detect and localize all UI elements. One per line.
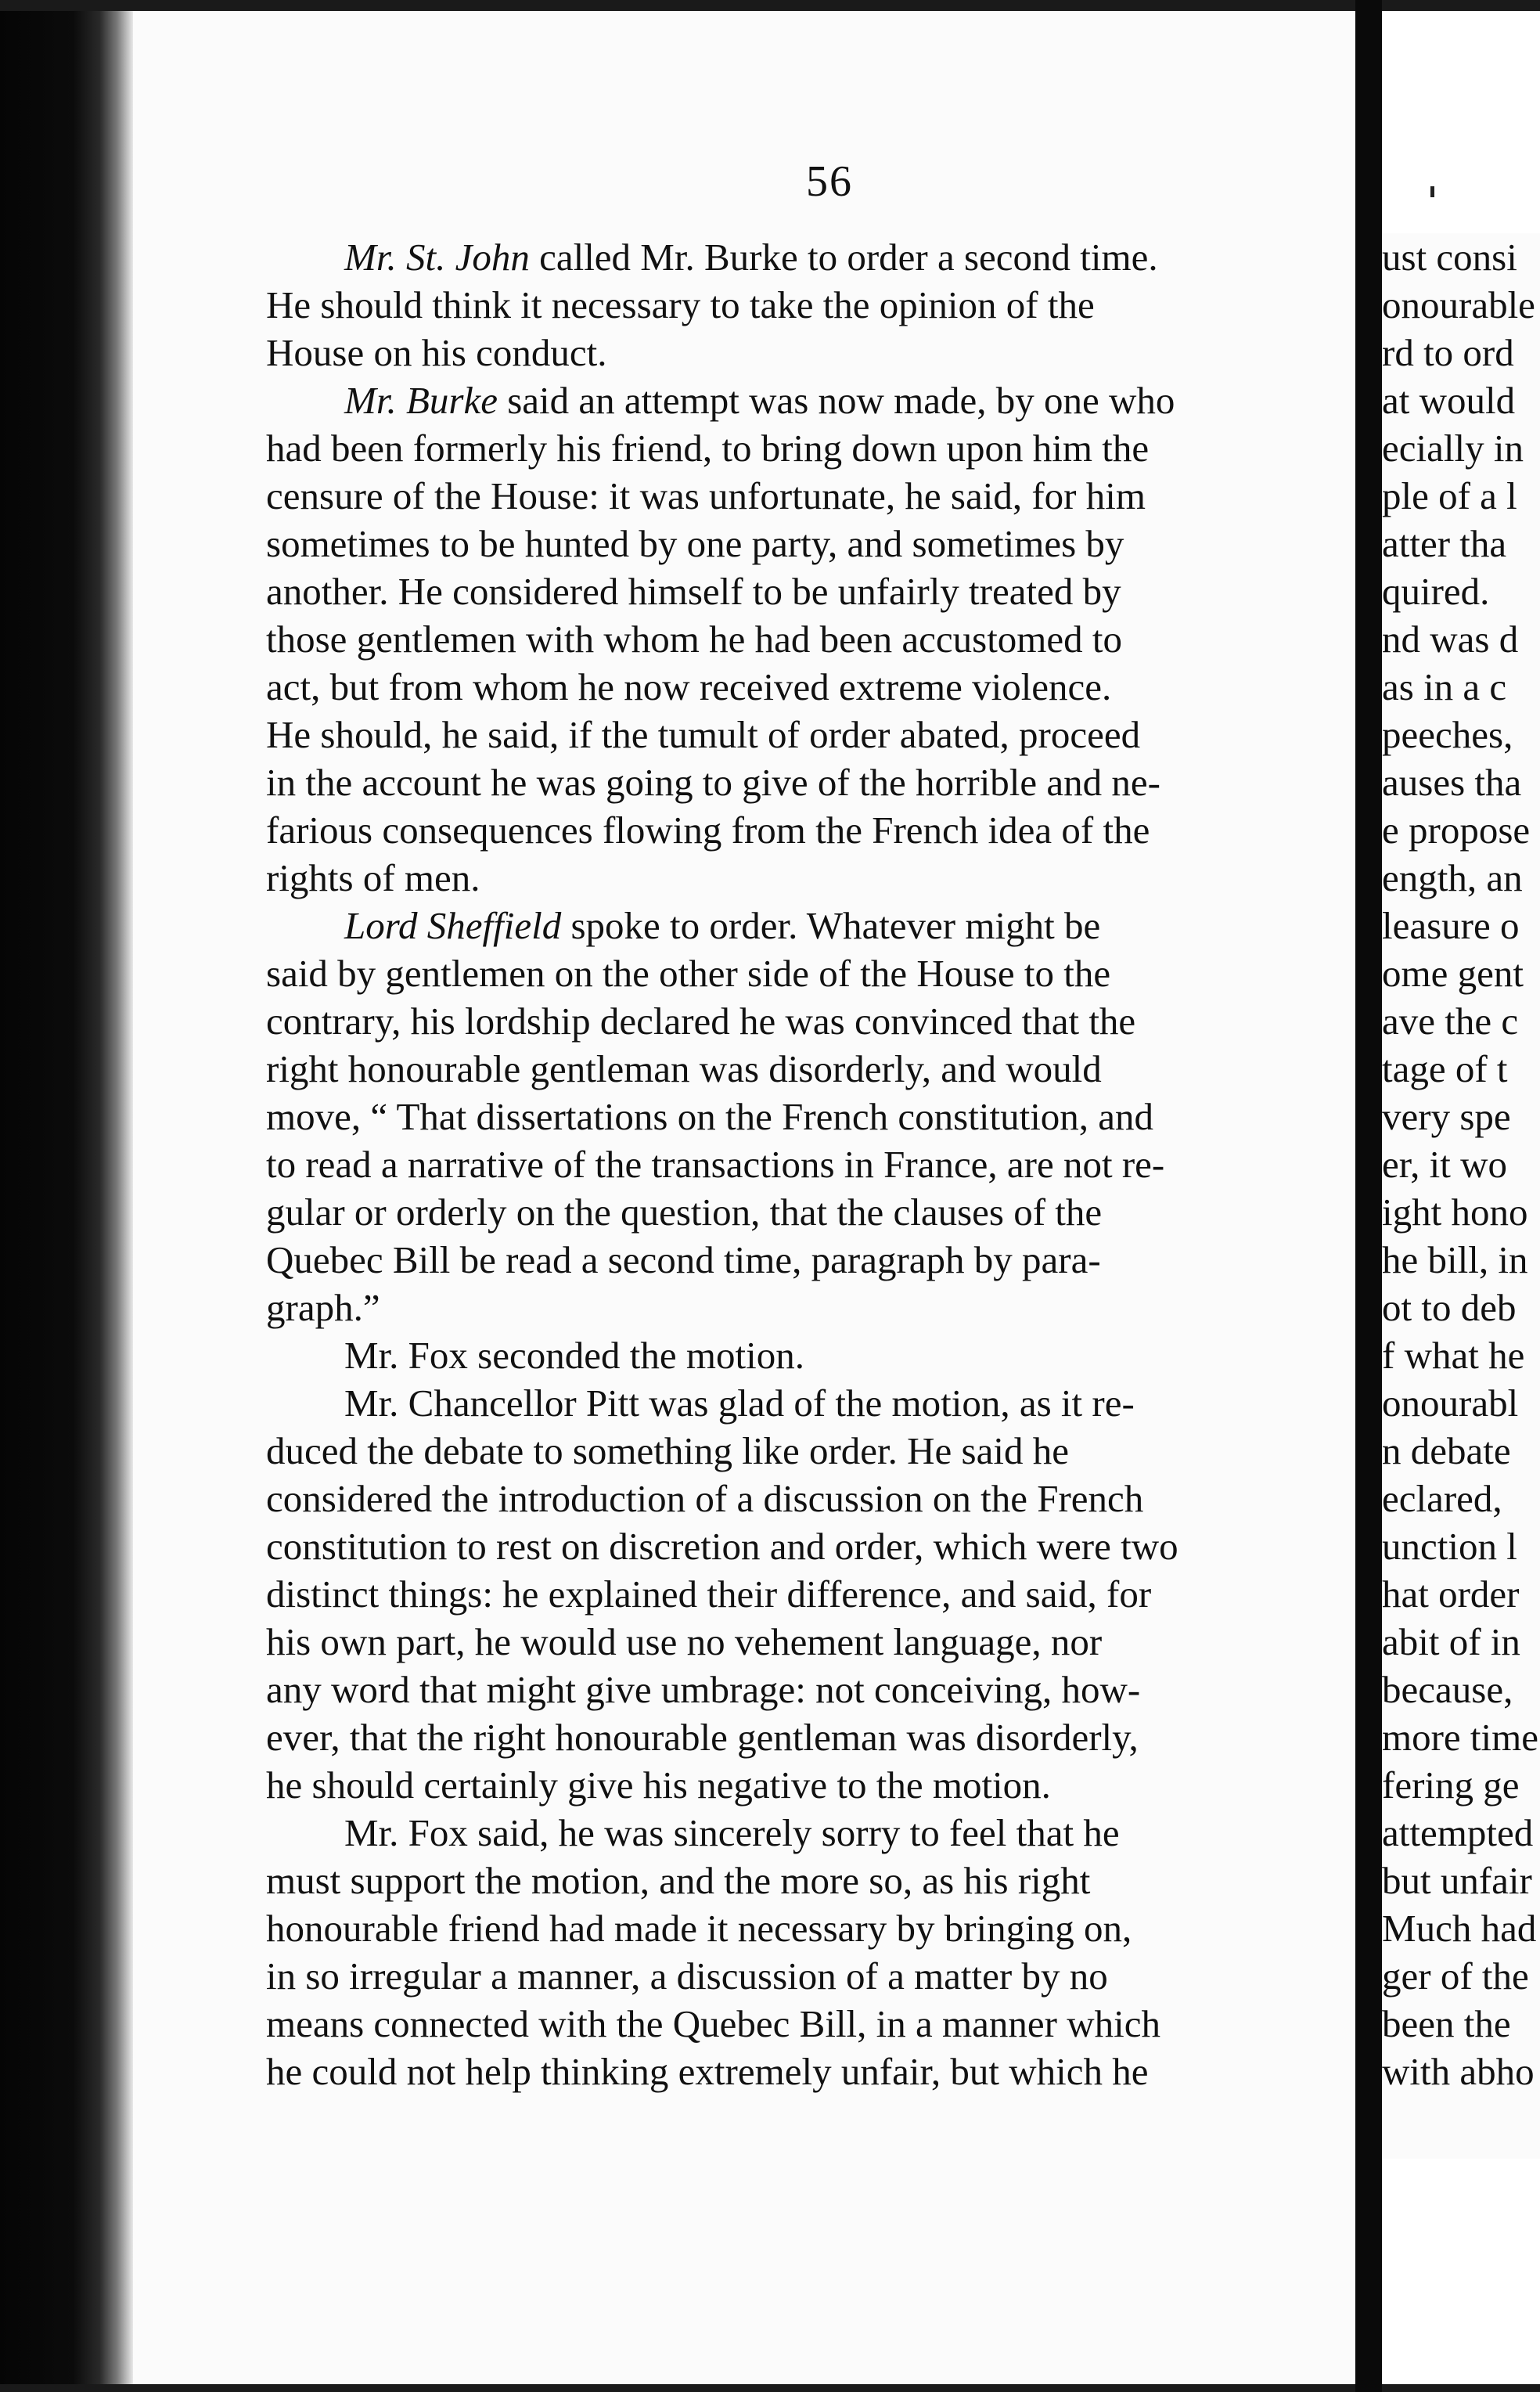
book-gutter: [1355, 0, 1382, 2392]
scan-top-edge: [0, 0, 1540, 11]
text-line: [266, 997, 1354, 1045]
facing-text-line: ust consi: [1382, 236, 1517, 279]
facing-text-line: tage of t: [1382, 1047, 1508, 1090]
text-line: [266, 376, 1354, 424]
line-text: must support the motion, and the more so, as his right: [266, 1859, 1091, 1902]
text-line: [266, 329, 1354, 376]
ink-mark: [1430, 186, 1434, 197]
text-line: [266, 1427, 1354, 1475]
line-text: called Mr. Burke to order a second time.: [529, 236, 1158, 279]
facing-text-line: he bill, in: [1382, 1238, 1528, 1281]
line-text: constitution to rest on discretion and order, which were two: [266, 1525, 1178, 1568]
line-text: graph.”: [266, 1286, 380, 1329]
facing-text-line: hat order: [1382, 1572, 1520, 1616]
body-text: [266, 233, 1354, 2095]
facing-text-line: ength, an: [1382, 856, 1523, 899]
line-text: move, “ That dissertations on the French constitution, and: [266, 1095, 1154, 1138]
line-text: those gentlemen with whom he had been accustomed to: [266, 618, 1123, 661]
text-line: [266, 424, 1354, 472]
facing-text-line: but unfair: [1382, 1859, 1532, 1902]
facing-text-line: attempted: [1382, 1811, 1534, 1854]
facing-text-line: ight hono: [1382, 1191, 1528, 1234]
line-text: any word that might give umbrage: not conceiving, how-: [266, 1668, 1141, 1711]
facing-text-line: very spe: [1382, 1095, 1511, 1138]
facing-page-text: [1382, 233, 1540, 2159]
text-line: [266, 1331, 1354, 1379]
line-text: Mr. Fox said, he was sincerely sorry to feel that he: [344, 1811, 1120, 1854]
line-text: sometimes to be hunted by one party, and sometimes by: [266, 522, 1124, 565]
facing-text-line: fering ge: [1382, 1763, 1520, 1807]
line-text: farious consequences flowing from the French idea of the: [266, 809, 1150, 852]
facing-text-line: ave the c: [1382, 1000, 1519, 1043]
text-line: [266, 711, 1354, 758]
speaker-name: Mr. St. John: [344, 236, 530, 279]
facing-text-line: leasure o: [1382, 904, 1520, 947]
text-line: [266, 1713, 1354, 1761]
facing-text-line: f what he: [1382, 1334, 1525, 1377]
facing-text-line: abit of in: [1382, 1620, 1520, 1663]
line-text: Quebec Bill be read a second time, paragraph by para-: [266, 1238, 1101, 1281]
facing-text-line: been the: [1382, 2002, 1511, 2045]
line-text: another. He considered himself to be unfairly treated by: [266, 570, 1121, 613]
text-line: [266, 2048, 1354, 2095]
text-line: [266, 615, 1354, 663]
text-line: [266, 806, 1354, 854]
line-text: distinct things: he explained their difference, and said, for: [266, 1572, 1152, 1616]
facing-text-line: atter tha: [1382, 522, 1507, 565]
text-line: [266, 1284, 1354, 1331]
facing-text-line: with abho: [1382, 2050, 1535, 2093]
scan-left-edge-shadow: [0, 0, 133, 2392]
facing-text-line: unction l: [1382, 1525, 1517, 1568]
facing-text-line: er, it wo: [1382, 1143, 1507, 1186]
text-line: [266, 663, 1354, 711]
text-line: [266, 520, 1354, 567]
text-line: [266, 949, 1354, 997]
line-text: He should think it necessary to take the opinion of the: [266, 283, 1095, 326]
line-text: rights of men.: [266, 856, 480, 899]
line-text: means connected with the Quebec Bill, in a manner which: [266, 2002, 1160, 2045]
facing-text-line: because,: [1382, 1668, 1513, 1711]
line-text: ever, that the right honourable gentleman was disorderly,: [266, 1716, 1139, 1759]
line-text: considered the introduction of a discussion on the French: [266, 1477, 1144, 1520]
text-line: [266, 854, 1354, 902]
text-line: [266, 472, 1354, 520]
text-line: [266, 1379, 1354, 1427]
text-line: [266, 1475, 1354, 1522]
facing-text-line: ot to deb: [1382, 1286, 1517, 1329]
facing-text-line: Much had: [1382, 1907, 1537, 1950]
text-line: [266, 1952, 1354, 2000]
facing-text-line: n debate: [1382, 1429, 1511, 1472]
page-number: 56: [806, 157, 853, 206]
line-text: duced the debate to something like order. He said he: [266, 1429, 1069, 1472]
facing-text-line: eclared,: [1382, 1477, 1502, 1520]
line-text: censure of the House: it was unfortunate, he said, for him: [266, 474, 1146, 517]
text-line: [266, 1666, 1354, 1713]
facing-text-line: e propose: [1382, 809, 1531, 852]
facing-text-line: at would: [1382, 379, 1516, 422]
line-text: right honourable gentleman was disorderly, and would: [266, 1047, 1102, 1090]
line-text: contrary, his lordship declared he was convinced that the: [266, 1000, 1136, 1043]
facing-text-line: auses tha: [1382, 761, 1522, 804]
text-line: [266, 1904, 1354, 1952]
facing-text-line: nd was d: [1382, 618, 1519, 661]
text-line: [266, 1093, 1354, 1140]
speaker-name: Mr. Burke: [344, 379, 498, 422]
text-line: [266, 1809, 1354, 1857]
line-text: honourable friend had made it necessary by bringing on,: [266, 1907, 1132, 1950]
line-text: Mr. Chancellor Pitt was glad of the motion, as it re-: [344, 1382, 1135, 1425]
facing-text-line: ple of a l: [1382, 474, 1517, 517]
text-line: [266, 567, 1354, 615]
line-text: in the account he was going to give of the horrible and ne-: [266, 761, 1160, 804]
line-text: said by gentlemen on the other side of the House to the: [266, 952, 1111, 995]
text-line: [266, 1522, 1354, 1570]
line-text: Mr. Fox seconded the motion.: [344, 1334, 804, 1377]
line-text: He should, he said, if the tumult of order abated, proceed: [266, 713, 1141, 756]
text-line: [266, 758, 1354, 806]
facing-text-line: onourable: [1382, 283, 1535, 326]
line-text: his own part, he would use no vehement language, nor: [266, 1620, 1103, 1663]
facing-text-line: peeches,: [1382, 713, 1513, 756]
line-text: said an attempt was now made, by one who: [497, 379, 1175, 422]
text-line: [266, 233, 1354, 281]
text-line: [266, 1236, 1354, 1284]
facing-text-line: rd to ord: [1382, 331, 1514, 374]
facing-text-line: quired.: [1382, 570, 1490, 613]
text-line: [266, 1618, 1354, 1666]
facing-text-line: ger of the: [1382, 1954, 1529, 1998]
text-line: [266, 1570, 1354, 1618]
speaker-name: Lord Sheffield: [344, 904, 562, 947]
text-line: [266, 1188, 1354, 1236]
line-text: had been formerly his friend, to bring down upon him the: [266, 427, 1150, 470]
facing-text-line: onourabl: [1382, 1382, 1519, 1425]
line-text: he should certainly give his negative to the motion.: [266, 1763, 1051, 1807]
line-text: to read a narrative of the transactions in France, are not re-: [266, 1143, 1165, 1186]
line-text: House on his conduct.: [266, 331, 607, 374]
line-text: act, but from whom he now received extreme violence.: [266, 665, 1112, 708]
facing-text-line: more time: [1382, 1716, 1539, 1759]
text-line: [266, 1140, 1354, 1188]
facing-text-line: ome gent: [1382, 952, 1524, 995]
line-text: spoke to order. Whatever might be: [561, 904, 1101, 947]
line-text: in so irregular a manner, a discussion of a matter by no: [266, 1954, 1108, 1998]
text-line: [266, 902, 1354, 949]
text-line: [266, 1045, 1354, 1093]
facing-text-line: ecially in: [1382, 427, 1524, 470]
facing-text-line: as in a c: [1382, 665, 1507, 708]
scan-bottom-edge: [0, 2384, 1540, 2392]
text-line: [266, 1857, 1354, 1904]
line-text: gular or orderly on the question, that the clauses of the: [266, 1191, 1103, 1234]
line-text: he could not help thinking extremely unfair, but which he: [266, 2050, 1149, 2093]
text-line: [266, 281, 1354, 329]
text-line: [266, 2000, 1354, 2048]
text-line: [266, 1761, 1354, 1809]
